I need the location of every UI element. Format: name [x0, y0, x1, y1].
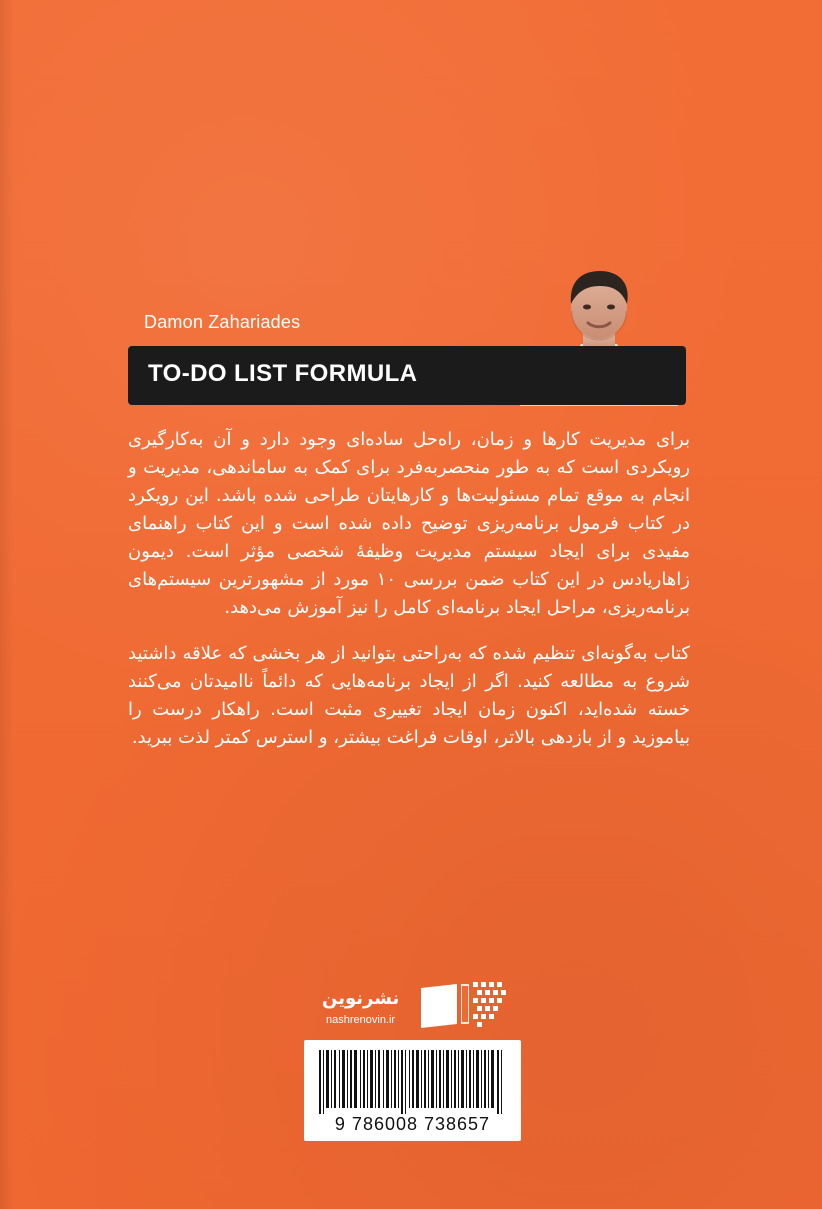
publisher-name: نشرنوین	[322, 988, 400, 1009]
spine-shadow	[0, 0, 14, 1209]
title-bar	[128, 346, 686, 405]
publisher-website: nashrenovin.ir	[326, 1014, 396, 1026]
isbn-number: 9 786008 738657	[334, 1114, 491, 1134]
description-paragraph-2: کتاب به‌گونه‌ای تنظیم شده که به‌راحتی بتوانید از هر بخشی که علاقه داشتید شروع به مطالعه کنید. اگر از ایجاد برنامه‌هایی که دائماً ناامیدتان می‌کنند خسته شده‌اید، اکنون زمان ایجاد تغییری مثبت است. راهکار درست را بیاموزید و از بازدهی بالاتر، اوقات فراغت بیشتر، و استرس کمتر لذت ببرید.	[128, 643, 690, 748]
author-name: Damon Zahariades	[144, 312, 301, 332]
description-paragraph-1: برای مدیریت کارها و زمان، راه‌حل ساده‌ای وجود دارد و آن به‌کارگیری رویکردی است که به طور منحصربه‌فرد برای کمک به ساماندهی، مدیریت و انجام به موقع تمام مسئولیت‌ها و کارهایتان طراحی شده باشد. این رویکرد در کتاب فرمول برنامه‌ریزی توضیح داده شده است و این کتاب راهنمای مفیدی برای ایجاد سیستم مدیریت وظیفهٔ شخصی مؤثر است. دیمون زاهاریادس در این کتاب ضمن بررسی ۱۰ مورد از مشهورترین سیستم‌های برنامه‌ریزی، مراحل ایجاد برنامه‌ای کامل را نیز آموزش می‌دهد.	[128, 429, 691, 618]
isbn-barcode-panel	[304, 1040, 521, 1141]
publisher-block	[300, 974, 522, 1034]
barcode-bars	[315, 1050, 510, 1114]
book-title: TO-DO LIST FORMULA	[148, 360, 418, 387]
book-description	[128, 426, 690, 752]
publisher-logo-icon	[411, 974, 511, 1030]
